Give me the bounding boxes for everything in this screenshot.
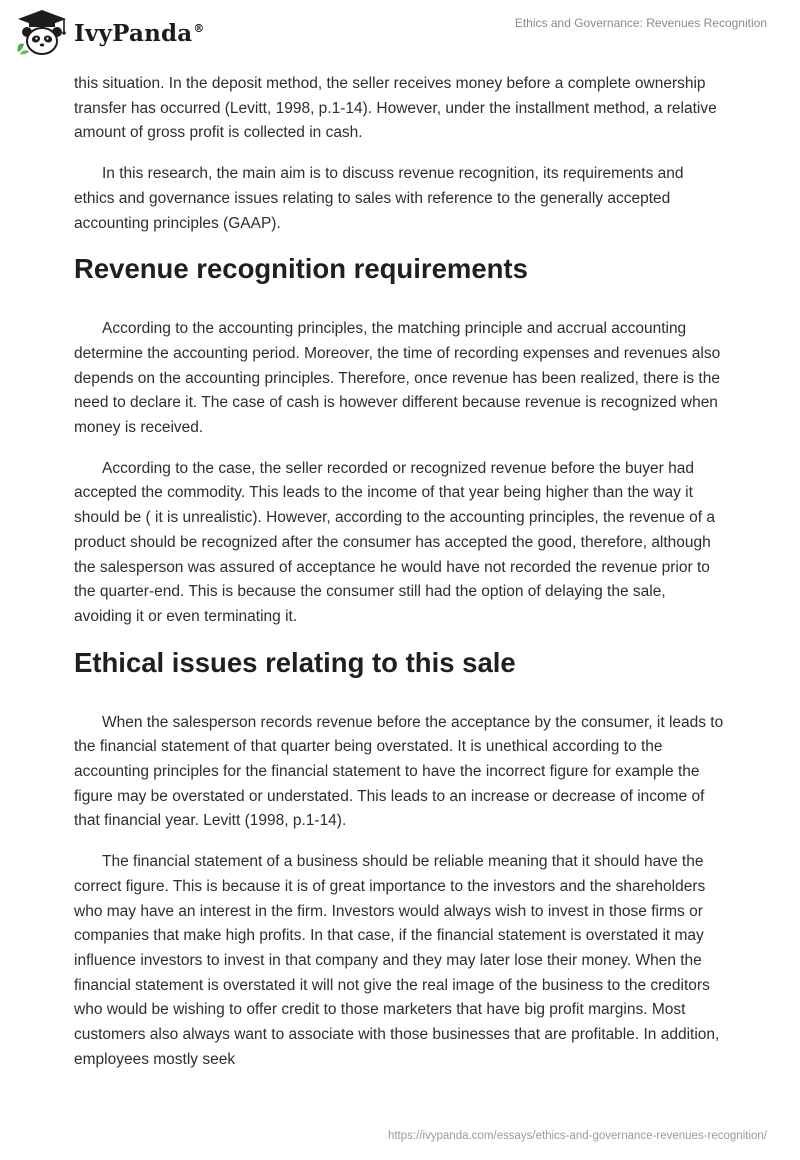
brand-name — [74, 20, 205, 47]
essay-body — [74, 72, 726, 1089]
paragraph-accounting-principles: According to the accounting principles, the matching principle and accrual accounting determine the accounting period. Moreover, the time of recording expenses and revenues also depends on the accounting principles. Therefore, once revenue has been realized, there is the need to declare it. The case of cash is however different because revenue is recognized when money is received. — [74, 320, 721, 437]
paragraph-reliable-statement: The financial statement of a business should be reliable meaning that it should have the correct figure. This is because it is of great importance to the investors and the shareholders who may have an interest in the firm. Investors would always wish to invest in those firms or companies that make high profits. In that case, if the financial statement is overstated it may influence investors to invest in that company and they may later lose their money. When the financial statement is overstated it will not give the real image of the business to the creditors who would be wishing to offer credit to those marketers that have big profit margins. Most customers also always want to associate with those businesses that are profitable. In addition, employees mostly seek — [74, 853, 720, 1068]
brand-name-text: IvyPanda — [74, 19, 193, 47]
registered-mark: ® — [193, 21, 205, 35]
brand-logo[interactable] — [14, 8, 205, 58]
paragraph-research-aim: In this research, the main aim is to discuss revenue recognition, its requirements and ethics and governance issues relating to sales with reference to the generally accepted accounting principles (GAAP). — [74, 165, 684, 232]
paragraph-case-analysis: According to the case, the seller recorded or recognized revenue before the buyer had accepted the commodity. This leads to the income of that year being higher than the way it should be ( it is unrealistic). However, according to the accounting principles, the revenue of a product should be recognized after the consumer has accepted the good, therefore, although the salesperson was assured of acceptance he would have not recorded the revenue prior to the quarter-end. This is because the consumer still had the option of delaying the sale, avoiding it or even terminating it. — [74, 459, 716, 625]
source-url[interactable]: https://ivypanda.com/essays/ethics-and-governance-revenues-recognition/ — [387, 1130, 767, 1142]
paragraph-deposit-method: this situation. In the deposit method, the seller receives money before a complete ownership transfer has occurred (Levitt, 1998, p.1-14). However, under the installment method, a relative amount of gross profit is collected in cash. — [74, 75, 717, 142]
document-title: Ethics and Governance: Revenues Recognition — [514, 16, 767, 30]
heading-ethical-issues: Ethical issues relating to this sale — [74, 646, 516, 678]
panda-graduate-icon — [14, 8, 70, 58]
page-header — [0, 0, 800, 68]
heading-revenue-requirements: Revenue recognition requirements — [74, 253, 528, 285]
paragraph-overstated-statement: When the salesperson records revenue before the acceptance by the consumer, it leads to the financial statement of that quarter being overstated. It is unethical according to the accounting principles for the financial statement to have the incorrect figure for example the figure may be overstated or understated. This leads to an increase or decrease of income of that financial year. Levitt (1998, p.1-14). — [74, 713, 724, 830]
